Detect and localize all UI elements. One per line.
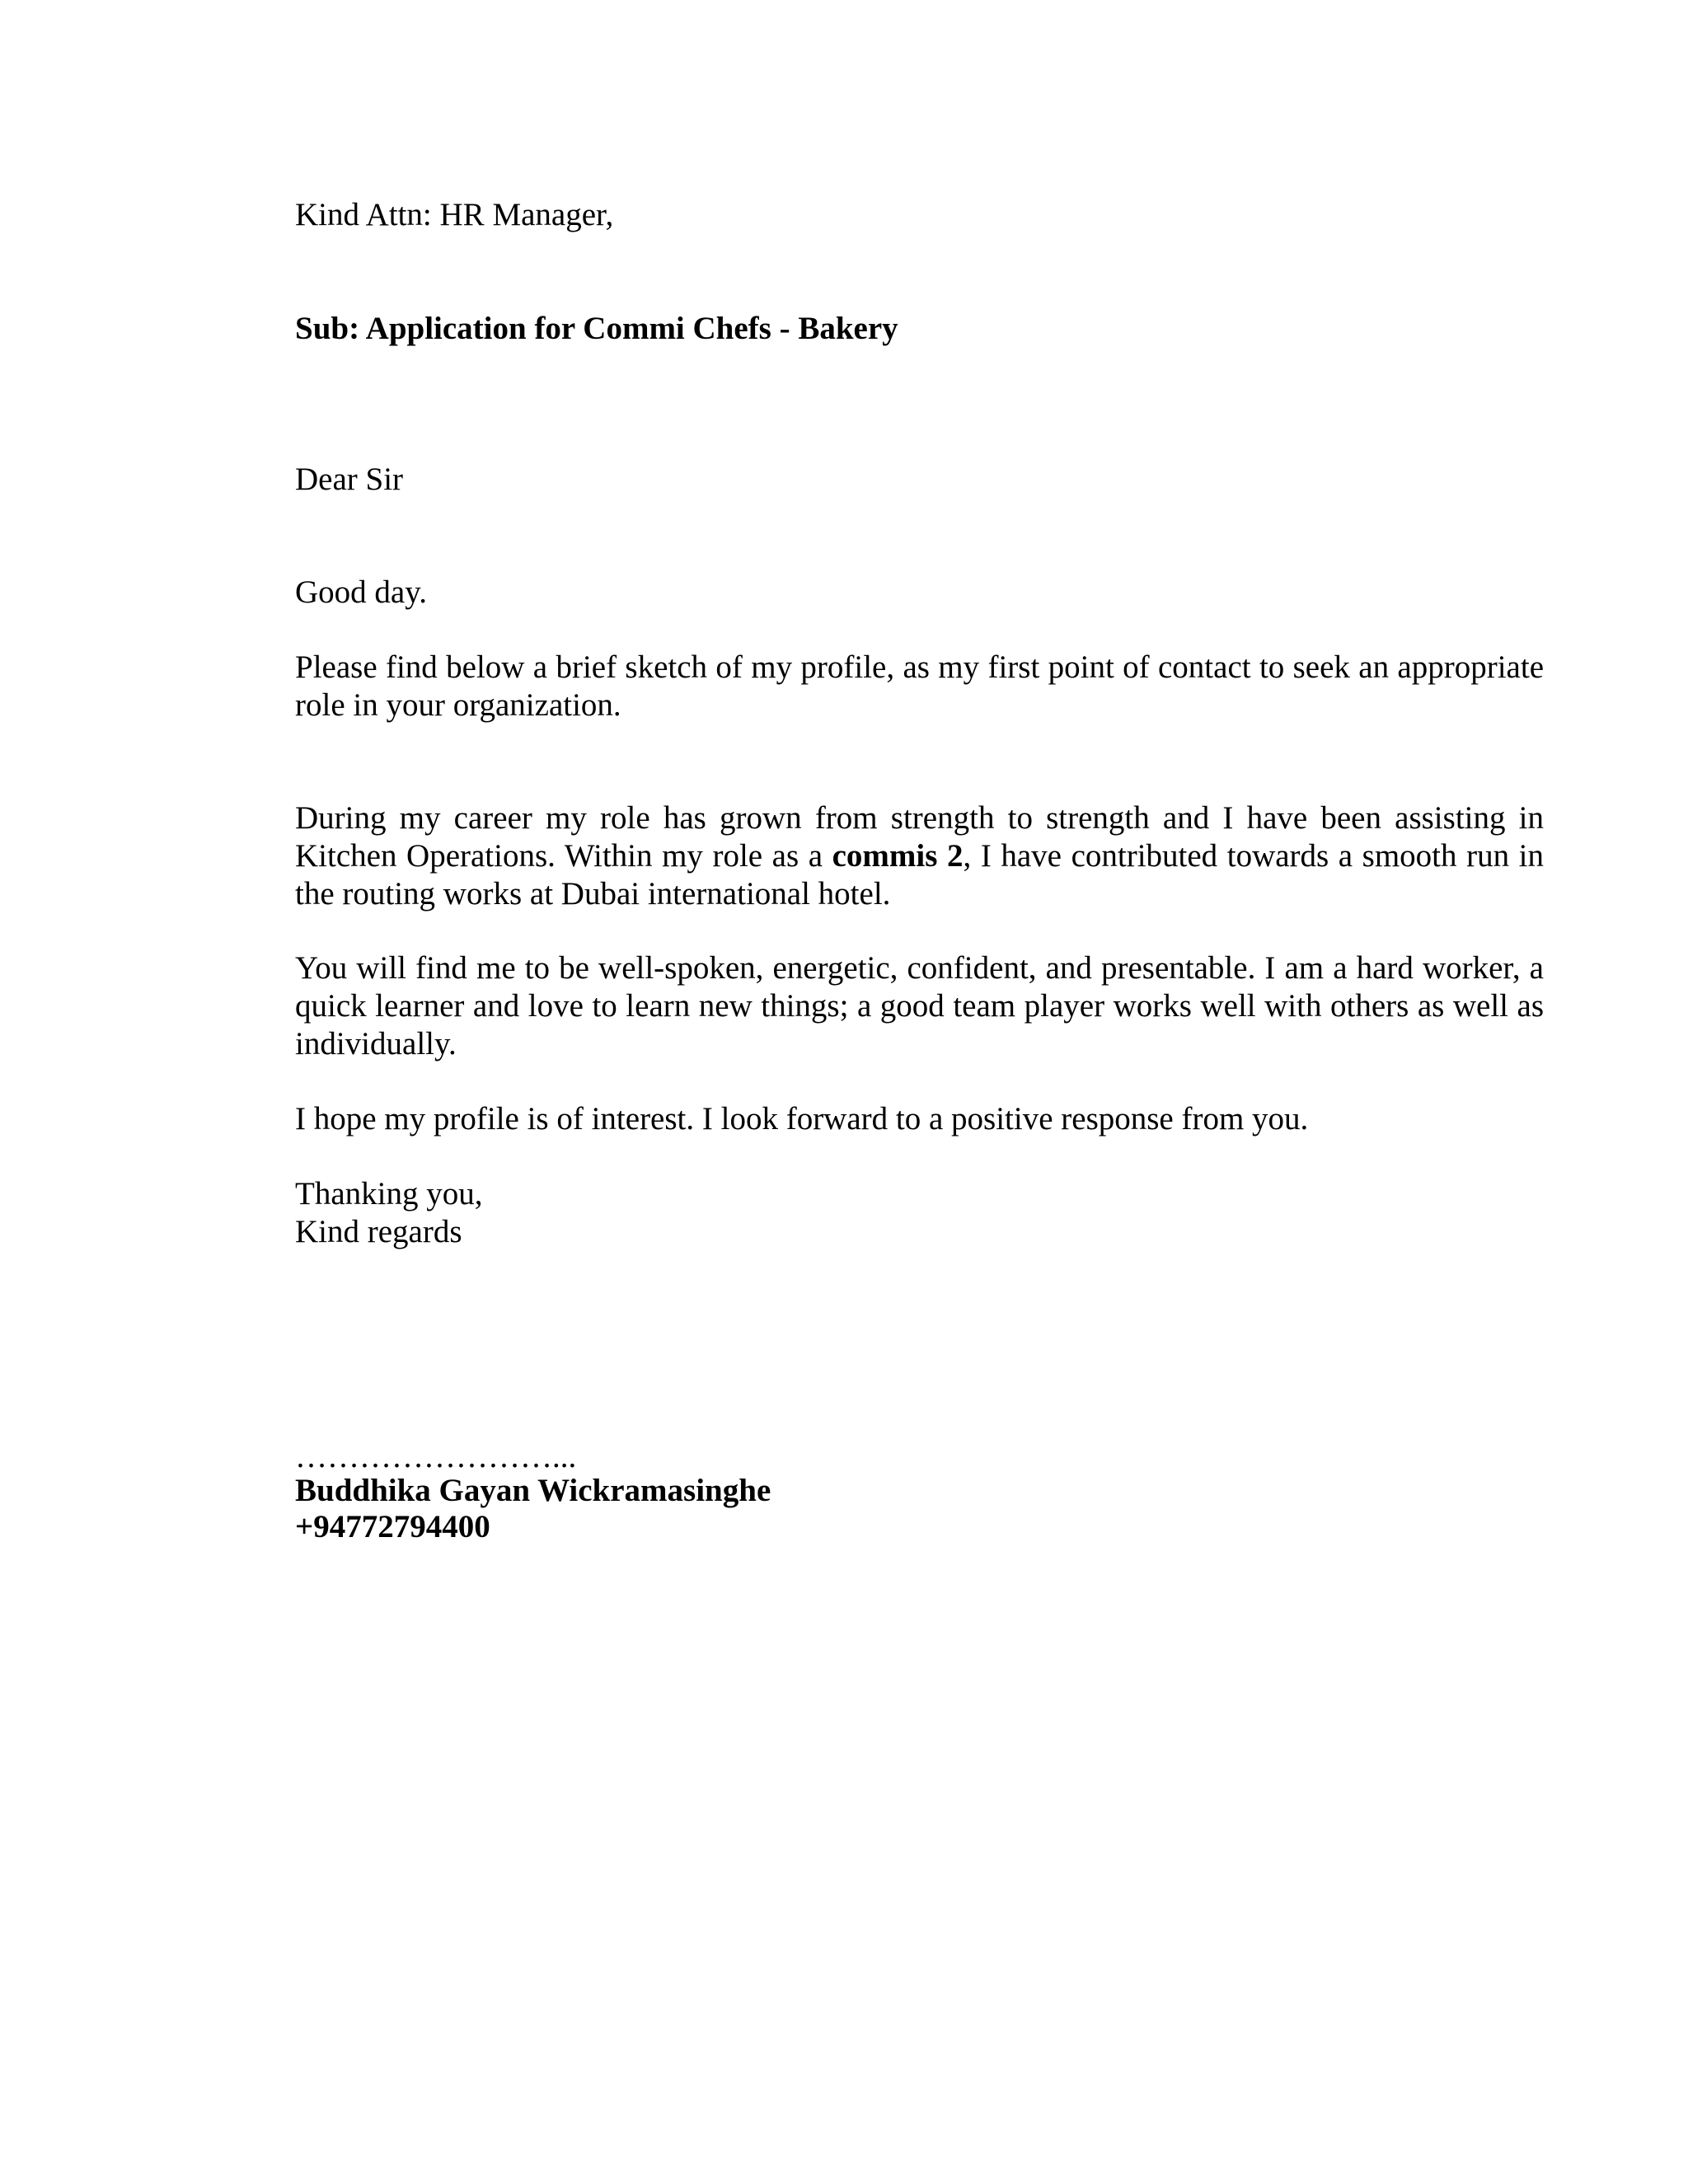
paragraph-qualities: You will find me to be well-spoken, energetic, confident, and presentable. I am a hard worker, a quick learner and love to learn new things; a good team player works well with others as well as individually. xyxy=(295,950,1544,1062)
paragraph-closing: I hope my profile is of interest. I look forward to a positive response from you. xyxy=(295,1101,1309,1137)
paragraph-career-text-1: During my career my role has grown from strength to strength and I have been assisting in Kitchen Operations. Within my role as a xyxy=(295,800,1544,874)
role-highlight: commis 2 xyxy=(832,838,964,874)
paragraph-career xyxy=(295,799,1544,913)
closing-thanks: Thanking you, xyxy=(295,1176,483,1212)
signature-line: ……………………... xyxy=(295,1439,577,1474)
sender-name: Buddhika Gayan Wickramasinghe xyxy=(295,1473,771,1508)
subject-line: Sub: Application for Commi Chefs - Bakery xyxy=(295,311,898,346)
paragraph-career-text-2: , I have contributed towards a smooth run in the routing works at Dubai international hotel. xyxy=(295,838,1544,912)
attention-line: Kind Attn: HR Manager, xyxy=(295,197,614,232)
sender-phone: +94772794400 xyxy=(295,1509,490,1544)
salutation: Dear Sir xyxy=(295,462,404,497)
paragraph-intro: Please find below a brief sketch of my profile, as my first point of contact to seek an appropriate role in your organization. xyxy=(295,649,1544,723)
greeting: Good day. xyxy=(295,574,427,610)
closing-regards: Kind regards xyxy=(295,1214,462,1249)
